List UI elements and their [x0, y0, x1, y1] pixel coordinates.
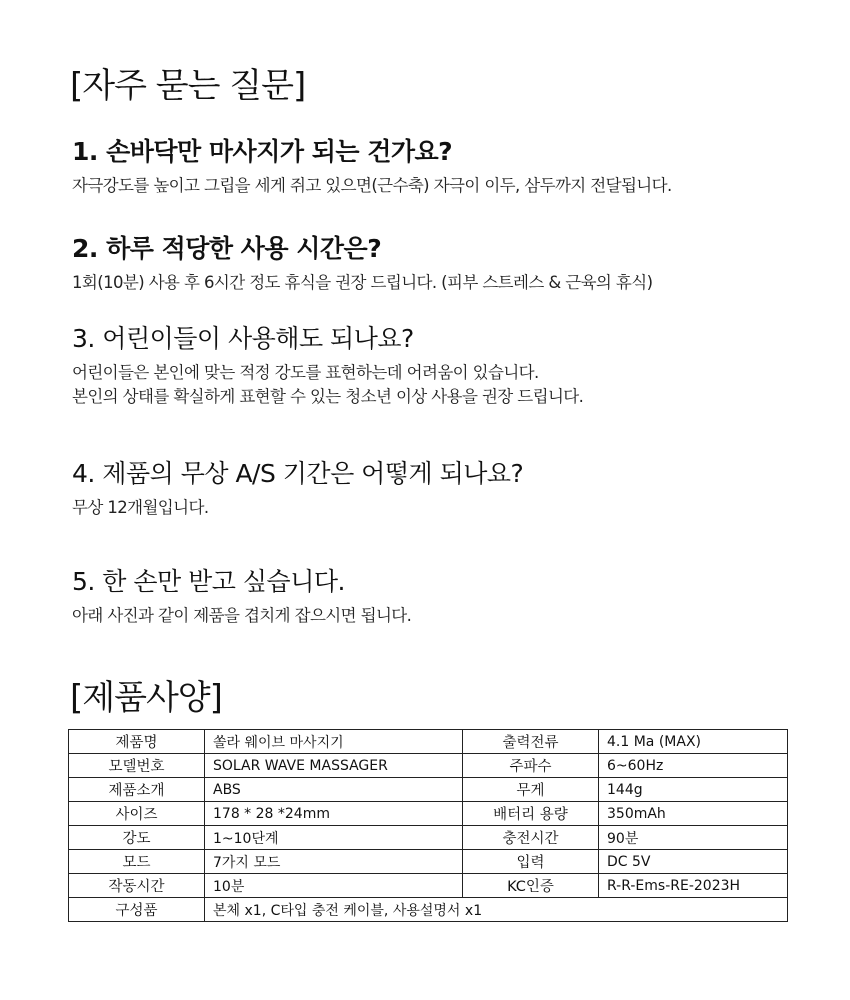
spec-label: 제품소개: [69, 778, 205, 802]
faq-question-2: 2. 하루 적당한 사용 시간은?: [72, 234, 382, 263]
spec-value: 쏠라 웨이브 마사지기: [205, 730, 463, 754]
spec-label: 무게: [463, 778, 599, 802]
spec-value: 90분: [599, 826, 788, 850]
spec-label: 입력: [463, 850, 599, 874]
spec-table: [68, 729, 788, 922]
spec-label: 모델번호: [69, 754, 205, 778]
spec-value: 144g: [599, 778, 788, 802]
spec-label: 강도: [69, 826, 205, 850]
spec-value: 10분: [205, 874, 463, 898]
spec-value: 178 * 28 *24mm: [205, 802, 463, 826]
faq-item-4: [72, 454, 812, 520]
spec-label: 제품명: [69, 730, 205, 754]
spec-section-title: [제품사양]: [70, 678, 222, 718]
faq-question-5: 5. 한 손만 받고 싶습니다.: [72, 567, 345, 596]
faq-question-3: 3. 어린이들이 사용해도 되나요?: [72, 324, 414, 353]
faq-answer-5-line-1: 아래 사진과 같이 제품을 겹치게 잡으시면 됩니다.: [72, 606, 412, 625]
spec-label: 배터리 용량: [463, 802, 599, 826]
spec-value: 4.1 Ma (MAX): [599, 730, 788, 754]
spec-value: R-R-Ems-RE-2023H: [599, 874, 788, 898]
table-row: [69, 802, 788, 826]
faq-section-title: [자주 묻는 질문]: [70, 66, 306, 106]
faq-item-3: [72, 319, 812, 409]
spec-value: SOLAR WAVE MASSAGER: [205, 754, 463, 778]
spec-value: 1~10단계: [205, 826, 463, 850]
spec-label: 출력전류: [463, 730, 599, 754]
spec-value: 350mAh: [599, 802, 788, 826]
spec-label: 작동시간: [69, 874, 205, 898]
spec-value: ABS: [205, 778, 463, 802]
faq-answer-1-line-1: 자극강도를 높이고 그립을 세게 쥐고 있으면(근수축) 자극이 이두, 삼두까지 전달됩니다.: [72, 176, 672, 195]
spec-label: 사이즈: [69, 802, 205, 826]
table-row: [69, 754, 788, 778]
table-row: [69, 730, 788, 754]
faq-item-1: [72, 132, 812, 198]
spec-value: 7가지 모드: [205, 850, 463, 874]
table-row: [69, 898, 788, 922]
faq-item-5: [72, 562, 812, 628]
table-row: [69, 778, 788, 802]
faq-answer-2-line-1: 1회(10분) 사용 후 6시간 정도 휴식을 권장 드립니다. (피부 스트레스 & 근육의 휴식): [72, 273, 653, 292]
spec-value: 6~60Hz: [599, 754, 788, 778]
faq-item-2: [72, 229, 812, 295]
spec-value: DC 5V: [599, 850, 788, 874]
spec-value: 본체 x1, C타입 충전 케이블, 사용설명서 x1: [205, 898, 788, 922]
faq-answer-4-line-1: 무상 12개월입니다.: [72, 498, 209, 517]
spec-label: 주파수: [463, 754, 599, 778]
faq-question-4: 4. 제품의 무상 A/S 기간은 어떻게 되나요?: [72, 459, 524, 488]
table-row: [69, 850, 788, 874]
spec-label: KC인증: [463, 874, 599, 898]
faq-question-1: 1. 손바닥만 마사지가 되는 건가요?: [72, 137, 453, 166]
faq-answer-3-line-2: 본인의 상태를 확실하게 표현할 수 있는 청소년 이상 사용을 권장 드립니다.: [72, 387, 584, 406]
faq-answer-3-line-1: 어린이들은 본인에 맞는 적정 강도를 표현하는데 어려움이 있습니다.: [72, 363, 539, 382]
spec-label: 구성품: [69, 898, 205, 922]
spec-label: 모드: [69, 850, 205, 874]
table-row: [69, 826, 788, 850]
spec-label: 충전시간: [463, 826, 599, 850]
table-row: [69, 874, 788, 898]
